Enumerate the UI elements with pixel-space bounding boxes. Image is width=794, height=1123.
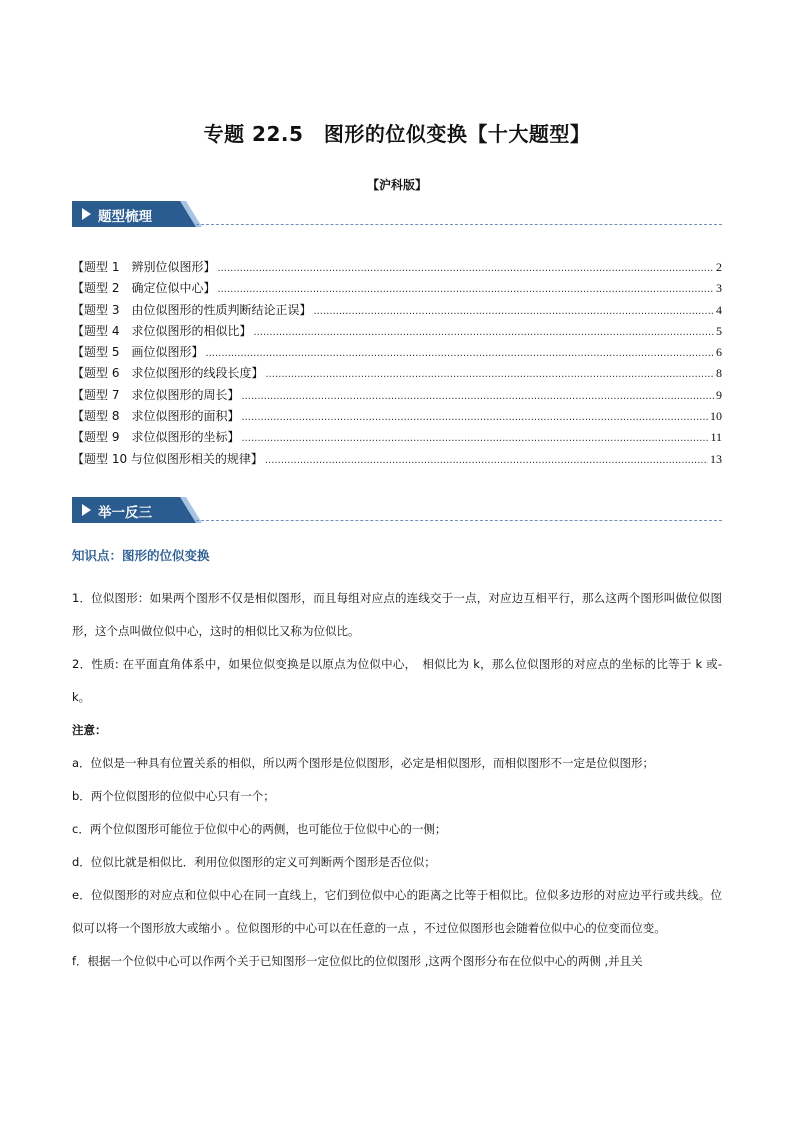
toc-item-page: 4 [716, 302, 722, 317]
table-of-contents [72, 258, 722, 471]
toc-item-page: 5 [716, 323, 722, 338]
toc-item[interactable] [72, 301, 722, 322]
toc-item-page: 13 [710, 451, 722, 466]
play-arrow-icon [82, 208, 91, 220]
toc-item-page: 9 [716, 387, 722, 402]
dashed-divider [196, 224, 722, 225]
dot-leader [241, 412, 708, 423]
toc-item-label: 【题型 7 求位似图形的周长】 [72, 387, 240, 402]
note-heading: 注意： [72, 723, 107, 737]
section-header-practice [72, 497, 722, 523]
toc-item-page: 11 [710, 430, 722, 445]
toc-item-page: 3 [716, 281, 722, 296]
toc-item[interactable] [72, 407, 722, 428]
toc-item-label: 【题型 1 辨别位似图形】 [72, 260, 216, 274]
section-title: 题型梳理 [98, 209, 152, 225]
toc-item[interactable] [72, 386, 722, 407]
toc-item[interactable] [72, 258, 722, 279]
note-item: a．位似是一种具有位置关系的相似，所以两个图形是位似图形，必定是相似图形，而相似图形不一定是位似图形； [72, 756, 655, 770]
toc-item-label: 【题型 4 求位似图形的相似比】 [72, 323, 252, 338]
play-arrow-icon [82, 504, 91, 516]
dashed-divider [196, 520, 722, 521]
note-item: e．位似图形的对应点和位似中心在同一直线上，它们到位似中心的距离之比等于相似比。位似多边形的对应边平行或共线。位似可以将一个图形放大或缩小 。位似图形的中心可以在任意的一点 ，不过位似图形也会随着位似中心的位变而位变。 [72, 888, 722, 935]
page-title: 专题 22.5 图形的位似变换【十大题型】 [203, 122, 591, 146]
property-paragraph: 2．性质: 在平面直角体系中，如果位似变换是以原点为位似中心， 相似比为 k，那么位似图形的对应点的坐标的比等于 k 或-k。 [72, 657, 722, 704]
section-header-toc [72, 201, 722, 227]
knowledge-point-heading: 知识点：图形的位似变换 [72, 548, 210, 563]
note-item: d．位似比就是相似比．利用位似图形的定义可判断两个图形是否位似； [72, 855, 436, 869]
toc-item-label: 【题型 2 确定位似中心】 [72, 281, 216, 296]
note-item: b．两个位似图形的位似中心只有一个； [72, 789, 275, 803]
toc-item-label: 【题型 10 与位似图形相关的规律】 [72, 451, 263, 466]
toc-item[interactable] [72, 322, 722, 343]
toc-item-label: 【题型 8 求位似图形的面积】 [72, 409, 240, 424]
dot-leader [241, 433, 708, 444]
dot-leader [217, 284, 714, 295]
toc-item-page: 10 [710, 409, 722, 424]
dot-leader [241, 391, 714, 402]
dot-leader [265, 455, 708, 466]
toc-item-page: 8 [716, 366, 722, 381]
knowledge-content [72, 546, 722, 978]
note-item: f．根据一个位似中心可以作两个关于已知图形一定位似比的位似图形 ,这两个图形分布在位似中心的两侧 ,并且关 [72, 954, 643, 968]
definition-paragraph: 1．位似图形：如果两个图形不仅是相似图形，而且每组对应点的连线交于一点，对应边互相平行，那么这两个图形叫做位似图形，这个点叫做位似中心，这时的相似比又称为位似比。 [72, 591, 722, 638]
dot-leader [313, 306, 714, 317]
toc-item-page: 6 [716, 345, 722, 360]
dot-leader [253, 327, 714, 338]
toc-item-page: 2 [716, 260, 722, 274]
toc-item[interactable] [72, 450, 722, 471]
dot-leader [217, 263, 714, 274]
edition-label: 【沪科版】 [366, 178, 427, 192]
toc-item-label: 【题型 9 求位似图形的坐标】 [72, 430, 240, 445]
dot-leader [265, 369, 714, 380]
toc-item-label: 【题型 3 由位似图形的性质判断结论正误】 [72, 302, 312, 317]
note-item: c．两个位似图形可能位于位似中心的两侧，也可能位于位似中心的一侧； [72, 822, 447, 836]
toc-item-label: 【题型 5 画位似图形】 [72, 345, 204, 360]
toc-item-label: 【题型 6 求位似图形的线段长度】 [72, 366, 264, 381]
toc-item[interactable] [72, 279, 722, 300]
toc-item[interactable] [72, 343, 722, 364]
section-title: 举一反三 [98, 505, 152, 521]
dot-leader [205, 348, 714, 359]
toc-item[interactable] [72, 428, 722, 449]
toc-item[interactable] [72, 364, 722, 385]
